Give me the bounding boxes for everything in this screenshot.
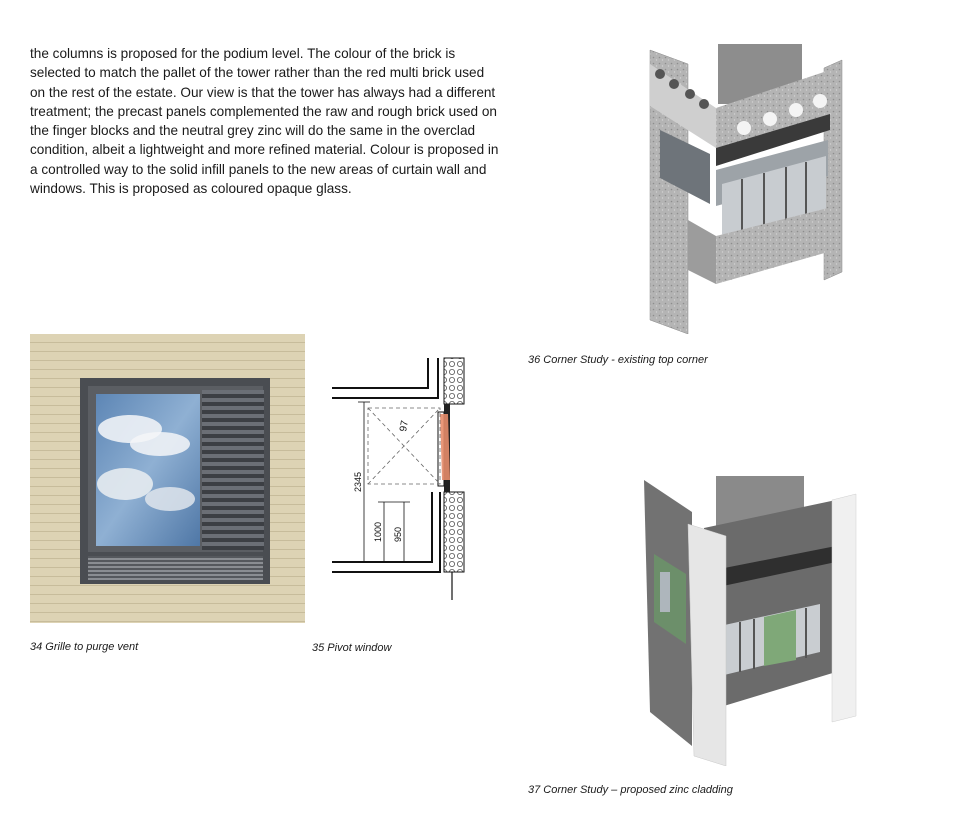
figure-pivot-window-section [328,352,500,604]
caption-fig34: 34 Grille to purge vent [30,641,139,653]
caption-fig35: 35 Pivot window [312,642,392,654]
caption-fig36: 36 Corner Study - existing top corner [528,354,708,366]
figure-grille-photo [30,334,305,623]
dim-angle: 97 [398,419,411,433]
figure-corner-proposed [620,476,890,766]
figure-corner-existing [640,44,860,334]
dim-sill-a: 1000 [373,521,383,542]
body-paragraph: the columns is proposed for the podium level. The colour of the brick is selected to match the pallet of the tower rather than the red multi brick used on the rest of the estate. Our view is that the tower has always had a different treatment; the precast panels complemented the raw and rough brick used on the finger blocks and the neutral grey zinc will do the same in the overclad condition, albeit a lightweight and more refined material. Colour is proposed in a controlled way to the solid infill panels to the new areas of curtain wall and windows. This is proposed as coloured opaque glass. [30,46,499,197]
caption-fig37: 37 Corner Study – proposed zinc cladding [528,784,733,796]
dim-sill-b: 950 [393,526,403,542]
dim-overall: 2345 [353,471,363,492]
